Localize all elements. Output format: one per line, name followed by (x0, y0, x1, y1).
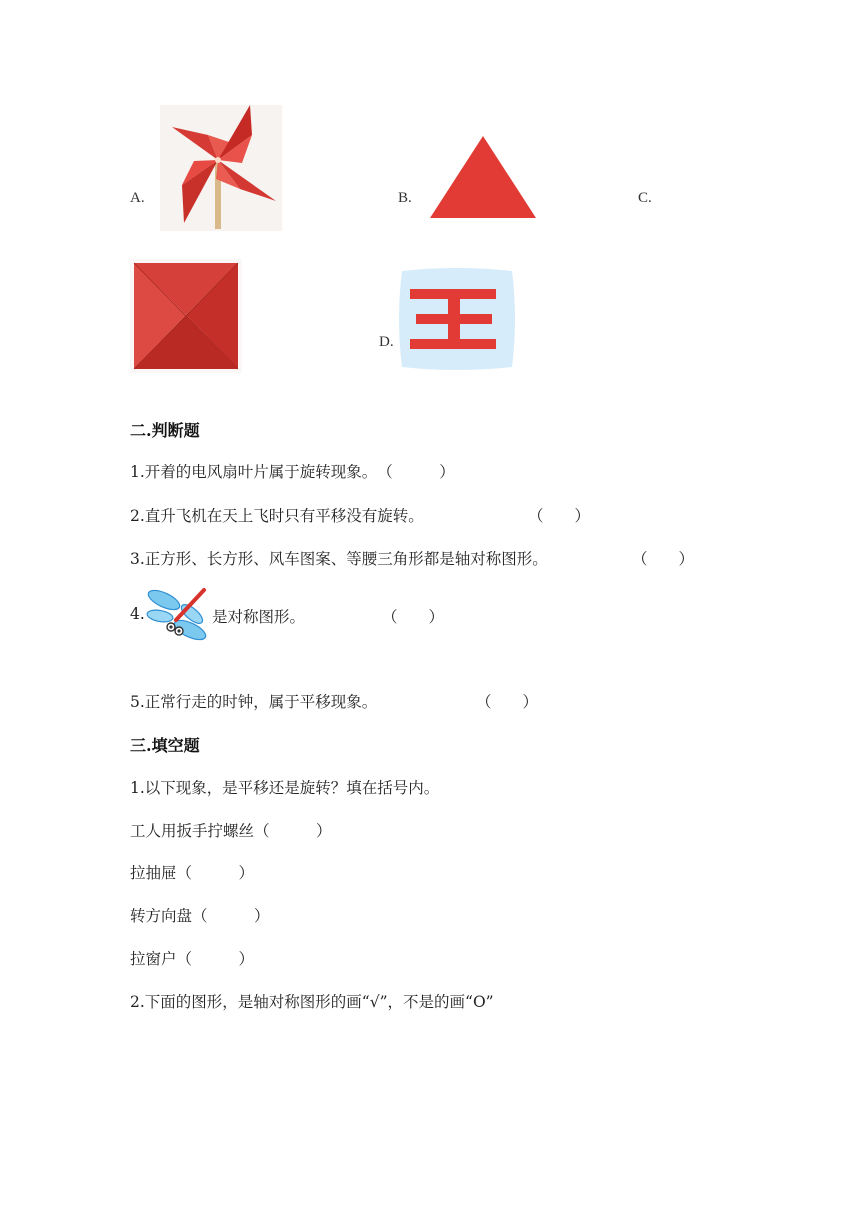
judge-answer-blank-3[interactable]: （ ） (632, 550, 695, 568)
fill-question-2: 2.下面的图形，是轴对称图形的画“√”，不是的画“O” (130, 993, 494, 1011)
wang-character-icon (396, 265, 518, 373)
judge-answer-blank-1[interactable]: （ ） (377, 463, 455, 481)
fill-answer-blank-2[interactable]: （ ） (176, 864, 255, 882)
pinwheel-icon (160, 105, 282, 231)
fill-item-1 (130, 819, 332, 841)
judge-question-4-text: 是对称图形。 (212, 608, 306, 626)
fill-question-1: 1.以下现象，是平移还是旋转？填在括号内。 (130, 779, 440, 797)
judge-question-2 (130, 504, 424, 526)
judge-question-3 (130, 547, 548, 569)
option-b-label: B. (398, 190, 412, 206)
judge-question-5-text: 5.正常行走的时钟，属于平移现象。 (130, 693, 378, 711)
judge-answer-blank-4[interactable]: （ ） (382, 608, 445, 626)
folded-square-icon (130, 259, 242, 373)
fill-item-4-text: 拉窗户 (130, 950, 177, 968)
judge-answer-blank-5[interactable]: （ ） (476, 693, 539, 711)
judge-question-4-number: 4. (130, 605, 145, 623)
judge-question-1-text: 1.开着的电风扇叶片属于旋转现象。 (130, 463, 378, 481)
fill-answer-blank-1[interactable]: （ ） (254, 822, 332, 840)
fill-item-2 (130, 861, 254, 883)
judge-question-1 (130, 460, 455, 482)
judge-question-5 (130, 690, 377, 712)
fill-answer-blank-4[interactable]: （ ） (176, 950, 255, 968)
fill-item-3-text: 转方向盘 (130, 907, 193, 925)
judge-answer-blank-2[interactable]: （ ） (528, 507, 591, 525)
judge-question-3-text: 3.正方形、长方形、风车图案、等腰三角形都是轴对称图形。 (130, 550, 548, 568)
option-a-label: A. (130, 190, 145, 206)
fill-item-2-text: 拉抽屉 (130, 864, 177, 882)
section3-title: 三.填空题 (130, 736, 200, 755)
fill-item-1-text: 工人用扳手拧螺丝 (130, 822, 255, 840)
dragonfly-icon (146, 586, 210, 644)
judge-question-2-text: 2.直升飞机在天上飞时只有平移没有旋转。 (130, 507, 424, 525)
fill-item-4 (130, 947, 254, 969)
option-d-label: D. (379, 334, 394, 350)
fill-answer-blank-3[interactable]: （ ） (192, 907, 270, 925)
triangle-icon (428, 134, 538, 220)
section2-title: 二.判断题 (130, 421, 200, 440)
fill-item-3 (130, 904, 270, 926)
option-c-label: C. (638, 190, 652, 206)
